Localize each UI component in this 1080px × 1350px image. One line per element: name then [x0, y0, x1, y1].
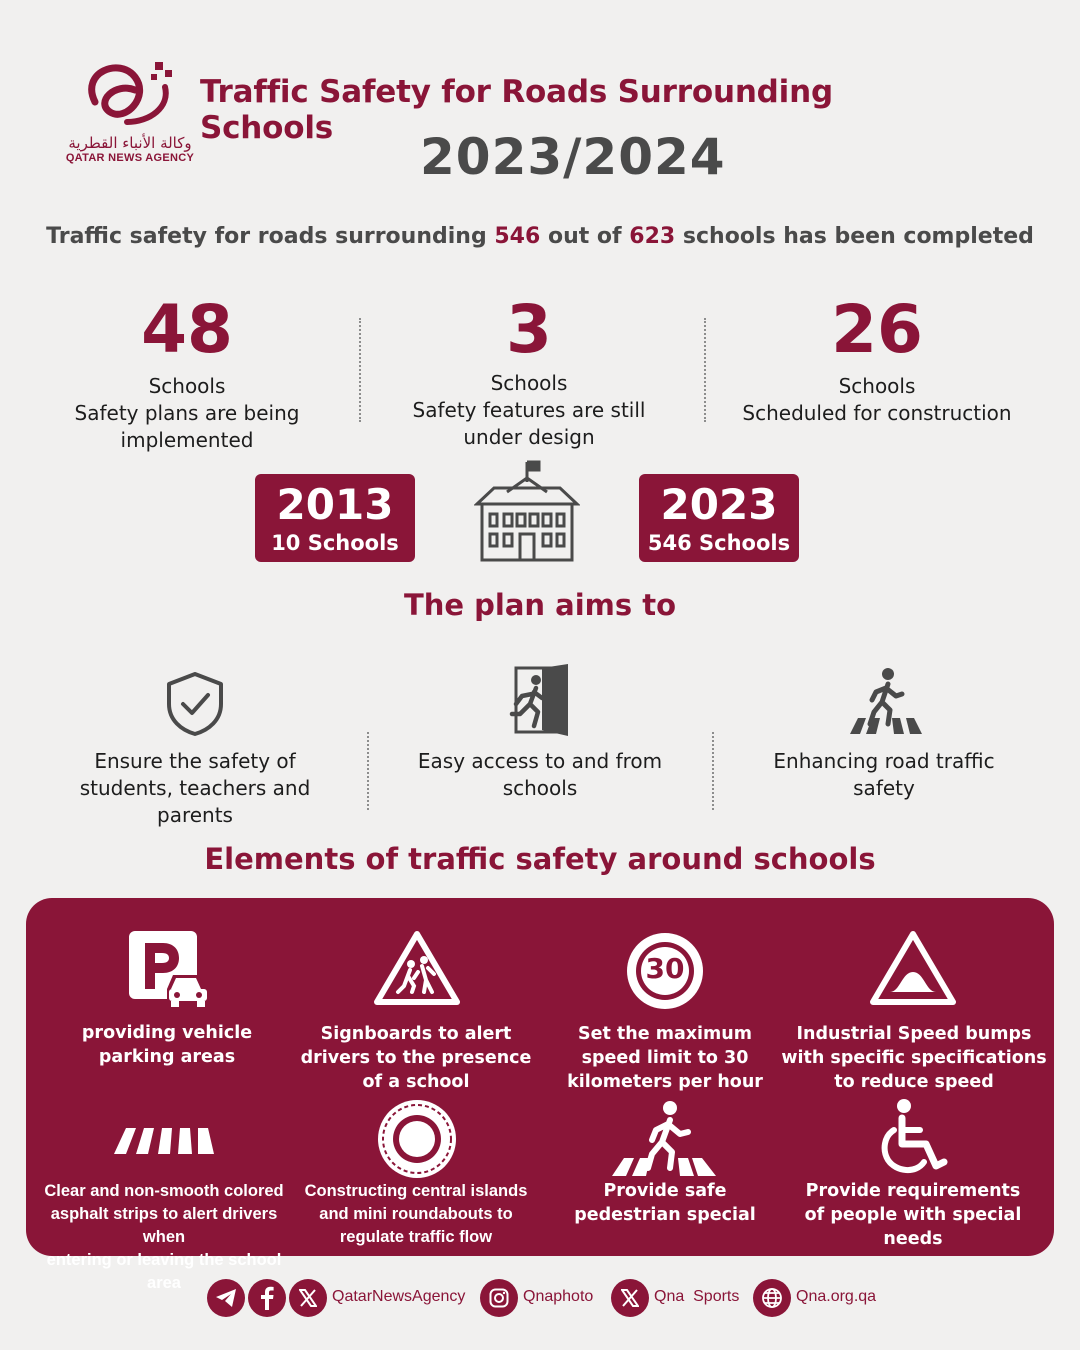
element-special-needs [788, 1179, 1038, 1251]
aim-label: Ensure the safety of [94, 749, 296, 773]
badge-year: 2013 [276, 480, 394, 529]
shield-check-icon [164, 670, 226, 742]
element-signboards [291, 1022, 541, 1094]
badge-schools: 546 Schools [647, 531, 791, 555]
stat-label: Safety features are still [412, 398, 646, 422]
asphalt-strips-icon [112, 1126, 224, 1160]
speed-limit-text: 30 [645, 952, 685, 985]
footer-handle-sports[interactable]: Qna Sports [654, 1288, 740, 1305]
element-label: entering or leaving the school area [46, 1251, 282, 1292]
summary-total-count: 623 [629, 224, 676, 249]
globe-icon[interactable] [753, 1279, 791, 1317]
element-label: with specific specifications [781, 1048, 1047, 1068]
aim-label: students, teachers and [79, 776, 311, 800]
facebook-icon[interactable] [248, 1279, 286, 1317]
badge-2013 [255, 474, 415, 562]
qna-emblem-icon [75, 52, 185, 132]
stat-label: under design [463, 425, 595, 449]
brand-arabic-name: وكالة الأنباء القطرية [68, 134, 192, 152]
element-label: speed limit to 30 [581, 1048, 749, 1068]
page-year: 2023/2024 [420, 128, 726, 186]
stat-design [364, 290, 694, 451]
footer-handle-photo[interactable]: Qnaphoto [523, 1288, 594, 1305]
element-label: Constructing central islands [304, 1182, 528, 1200]
element-label: drivers to the presence [300, 1048, 532, 1068]
speed-bump-icon [870, 930, 956, 1010]
element-pedestrian [540, 1179, 790, 1227]
x-twitter-icon[interactable] [611, 1279, 649, 1317]
stat-construction [712, 290, 1042, 427]
element-speed-limit [540, 1022, 790, 1094]
aim-label: parents [157, 803, 233, 827]
aim-label: Enhancing road traffic [773, 749, 995, 773]
parking-icon [127, 929, 211, 1013]
element-label: asphalt strips to alert drivers when [50, 1205, 278, 1246]
element-label: Signboards to alert [320, 1024, 512, 1044]
stat-label: Schools [148, 374, 226, 398]
stat-label: Safety plans are being [74, 401, 300, 425]
element-roundabouts [291, 1180, 541, 1249]
door-exit-icon [508, 664, 572, 740]
telegram-icon[interactable] [207, 1279, 245, 1317]
element-label: of a school [362, 1072, 470, 1092]
element-label: parking areas [98, 1047, 236, 1067]
aim-safety [45, 748, 345, 829]
pedestrian-icon [612, 1100, 718, 1182]
element-label: pedestrian special [574, 1205, 756, 1225]
brand-english-name: QATAR NEWS AGENCY [65, 152, 195, 164]
pedestrian-crossing-icon [848, 666, 924, 740]
page-title: Traffic Safety for Roads Surrounding Schools [200, 74, 833, 146]
speed-limit-icon [624, 930, 706, 1016]
summary-prefix: Traffic safety for roads surrounding [46, 224, 487, 249]
aim-label: schools [502, 776, 578, 800]
stat-number: 26 [831, 291, 923, 368]
school-building-icon [474, 458, 580, 568]
element-label: of people with special [804, 1205, 1022, 1225]
qna-logo [60, 52, 200, 182]
elements-heading: Elements of traffic safety around schools [204, 842, 876, 876]
aim-label: Easy access to and from [417, 749, 663, 773]
element-label: Provide requirements [805, 1181, 1021, 1201]
summary-middle: out of [547, 224, 622, 249]
summary-completed-count: 546 [494, 224, 541, 249]
element-parking [42, 1021, 292, 1069]
divider [712, 732, 714, 810]
element-label: Industrial Speed bumps [796, 1024, 1032, 1044]
element-label: needs [883, 1229, 943, 1249]
footer-website[interactable]: Qna.org.qa [796, 1288, 877, 1305]
aim-label: safety [853, 776, 915, 800]
wheelchair-icon [880, 1098, 950, 1182]
roundabout-icon [376, 1098, 458, 1184]
completion-summary [40, 224, 1040, 249]
element-label: providing vehicle [81, 1023, 253, 1043]
element-label: Provide safe [603, 1181, 727, 1201]
aim-road-safety [734, 748, 1034, 802]
element-label: kilometers per hour [567, 1072, 763, 1092]
school-sign-icon [374, 930, 460, 1010]
badge-2023 [639, 474, 799, 562]
instagram-icon[interactable] [480, 1279, 518, 1317]
stat-label: Schools [490, 371, 568, 395]
element-label: Set the maximum [578, 1024, 752, 1044]
element-asphalt-strips [34, 1180, 294, 1295]
stat-label: implemented [120, 428, 254, 452]
stat-implementing [22, 290, 352, 454]
badge-year: 2023 [660, 480, 778, 529]
footer-handle-main[interactable]: QatarNewsAgency [332, 1288, 466, 1305]
stat-number: 3 [506, 291, 552, 368]
element-label: Clear and non-smooth colored [44, 1182, 284, 1200]
x-twitter-icon[interactable] [289, 1279, 327, 1317]
plan-heading: The plan aims to [403, 588, 677, 622]
element-speed-bumps [774, 1022, 1054, 1094]
element-label: to reduce speed [834, 1072, 994, 1092]
element-label: regulate traffic flow [339, 1228, 493, 1246]
stat-label: Schools [838, 374, 916, 398]
summary-suffix: schools has been completed [682, 224, 1034, 249]
divider [367, 732, 369, 810]
aim-access [390, 748, 690, 802]
badge-schools: 10 Schools [271, 531, 399, 555]
element-label: and mini roundabouts to [319, 1205, 513, 1223]
stat-label: Scheduled for construction [742, 401, 1012, 425]
divider [359, 318, 361, 422]
stat-number: 48 [141, 291, 233, 368]
divider [704, 318, 706, 422]
